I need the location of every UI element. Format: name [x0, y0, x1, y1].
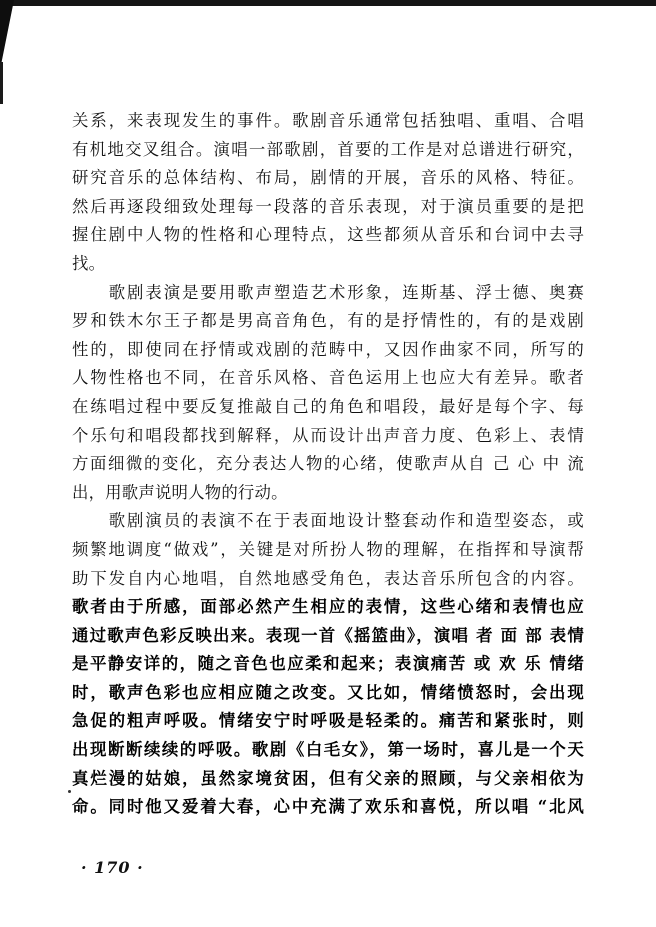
scan-top-edge — [0, 0, 656, 6]
text-line-18: 歌者由于所感，面部必然产生相应的表情，这些心绪和表情也应 — [72, 597, 584, 617]
text-line-7: 歌剧表演是要用歌声塑造艺术形象，连斯基、浮士德、奥赛 — [72, 282, 584, 302]
text-line-15: 歌剧演员的表演不在于表面地设计整套动作和造型姿态，或 — [72, 511, 584, 531]
text-line-1: 关系，来表现发生的事件。歌剧音乐通常包括独唱、重唱、合唱 — [72, 111, 584, 130]
scan-corner-edge — [0, 62, 3, 104]
scan-speck — [68, 790, 71, 793]
text-line-22: 急促的粗声呼吸。情绪安宁时呼吸是轻柔的。痛苦和紧张时，则 — [72, 711, 584, 731]
page-number: · 170 · — [81, 858, 144, 877]
text-line-10: 人物性格也不同，在音乐风格、音色运用上也应大有差异。歌者 — [72, 368, 584, 388]
text-line-21: 时，歌声色彩也应相应随之改变。又比如，情绪愤怒时，会出现 — [72, 682, 584, 702]
text-line-24: 真烂漫的姑娘，虽然家境贫困，但有父亲的照顾，与父亲相依为 — [72, 768, 584, 788]
text-line-16: 频繁地调度“做戏”，关键是对所扮人物的理解，在指挥和导演帮 — [72, 539, 584, 559]
text-line-6: 找。 — [72, 253, 106, 273]
scan-corner-shadow — [0, 0, 14, 70]
body-text — [72, 107, 584, 822]
text-line-5: 握住剧中人物的性格和心理特点，这些都须从音乐和台词中去寻 — [72, 225, 584, 245]
text-line-8: 罗和铁木尔王子都是男高音角色，有的是抒情性的，有的是戏剧 — [72, 311, 584, 331]
text-line-20: 是平静安详的，随之音色也应柔和起来；表演痛苦 或 欢 乐 情绪 — [72, 654, 584, 674]
text-line-13: 方面细微的变化，充分表达人物的心绪，使歌声从自 己 心 中 流 — [72, 454, 584, 474]
text-line-9: 性的，即使同在抒情或戏剧的范畴中，又因作曲家不同，所写的 — [72, 339, 584, 359]
text-line-23: 出现断断续续的呼吸。歌剧《白毛女》，第一场时，喜儿是一个天 — [72, 740, 584, 760]
text-line-25: 命。同时他又爱着大春，心中充满了欢乐和喜悦，所以唱 “北风 — [72, 797, 584, 817]
text-line-2: 有机地交叉组合。演唱一部歌剧，首要的工作是对总谱进行研究， — [72, 139, 584, 159]
text-line-17: 助下发自内心地唱，自然地感受角色，表达音乐所包含的内容。 — [72, 568, 584, 588]
text-line-11: 在练唱过程中要反复推敲自己的角色和唱段，最好是每个字、每 — [72, 396, 584, 416]
text-line-3: 研究音乐的总体结构、布局，剧情的开展，音乐的风格、特征。 — [72, 168, 584, 188]
text-line-12: 个乐句和唱段都找到解释，从而设计出声音力度、色彩上、表情 — [72, 425, 584, 445]
text-line-14: 出，用歌声说明人物的行动。 — [72, 482, 288, 502]
text-line-4: 然后再逐段细致处理每一段落的音乐表现，对于演员重要的是把 — [72, 196, 584, 216]
text-line-19: 通过歌声色彩反映出来。表现一首《摇篮曲》，演唱 者 面 部 表情 — [72, 625, 584, 645]
